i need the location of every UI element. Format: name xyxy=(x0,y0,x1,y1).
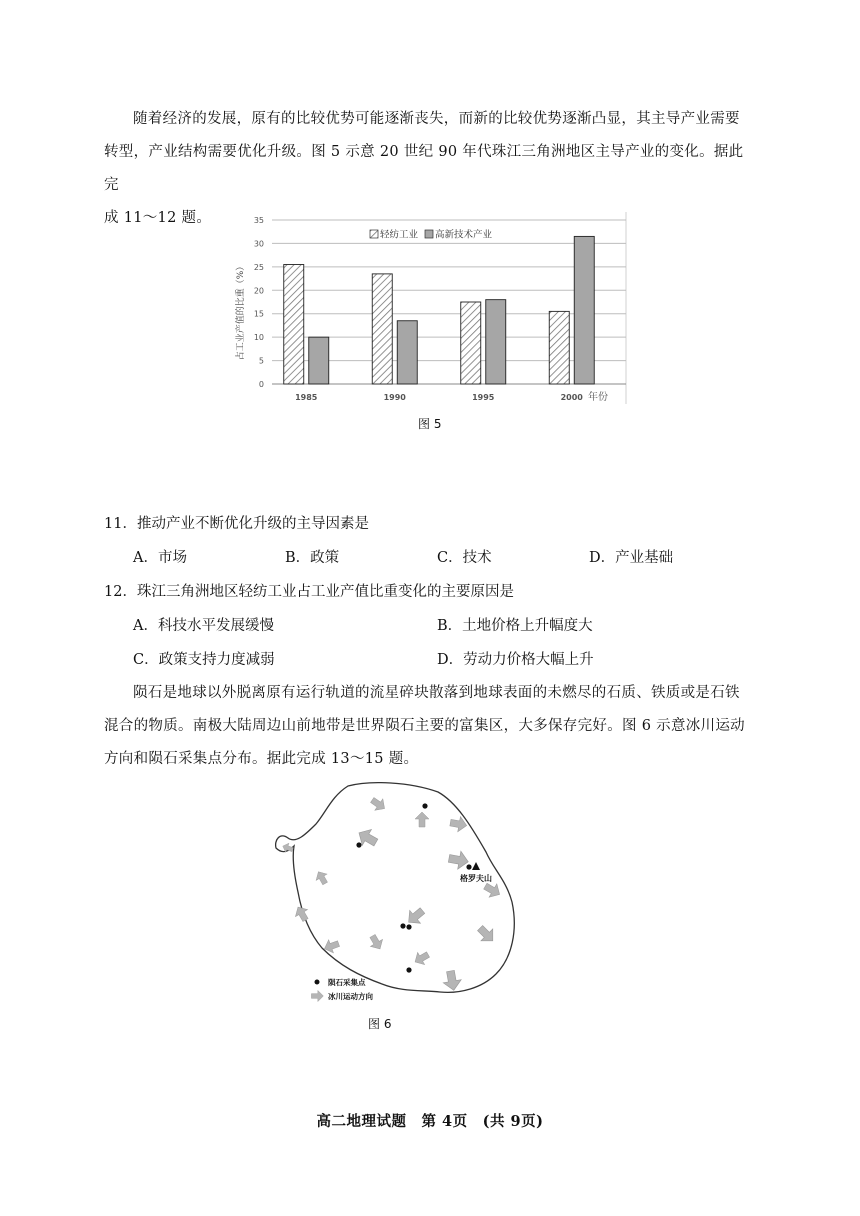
chart-y-axis-label: 占工业产值的比重（%） xyxy=(236,261,246,361)
chart-x-ticks xyxy=(295,393,583,402)
intro2-line2: 混合的物质。南极大陆周边山前地带是世界陨石主要的富集区，大多保存完好。图 6 示意冰川运动 xyxy=(104,718,745,734)
legend-swatch-light-textile xyxy=(370,230,378,238)
figure-5-bar-chart xyxy=(230,208,630,410)
legend-arrow-label: 冰川运动方向 xyxy=(328,992,373,1001)
chart-x-tick-label: 1990 xyxy=(383,393,406,402)
bar-high-tech xyxy=(309,337,329,384)
bar-light-textile xyxy=(372,274,392,384)
page-footer: 高二地理试题 第 4页 (共 9页) xyxy=(316,1113,544,1130)
intro2-line1: 陨石是地球以外脱离原有运行轨道的流星碎块散落到地球表面的未燃尽的石质、铁质或是石铁 xyxy=(133,685,740,701)
map-legend xyxy=(311,977,373,1002)
legend-point-label: 陨石采集点 xyxy=(328,978,366,987)
meteorite-site-point xyxy=(466,864,471,869)
legend-point-icon xyxy=(315,980,320,985)
intro-paragraph-2 xyxy=(104,677,754,776)
meteorite-site-point xyxy=(400,923,405,928)
legend-swatch-high-tech xyxy=(425,230,433,238)
q12-option-a: A．科技水平发展缓慢 xyxy=(133,618,274,634)
q11-option-b: B．政策 xyxy=(285,550,340,566)
meteorite-site-point xyxy=(422,803,427,808)
q12-option-c: C．政策支持力度减弱 xyxy=(133,652,275,668)
chart-y-tick-label: 5 xyxy=(258,356,264,366)
q12-option-b: B．土地价格上升幅度大 xyxy=(437,618,593,634)
chart-y-tick-label: 30 xyxy=(253,239,264,249)
chart-legend xyxy=(370,229,493,241)
q11-option-a: A．市场 xyxy=(133,550,187,566)
mountain-label: 格罗夫山 xyxy=(460,874,492,883)
chart-y-ticks xyxy=(254,216,264,389)
bar-light-textile xyxy=(461,302,481,384)
chart-x-tick-label: 1985 xyxy=(295,393,318,402)
bar-light-textile xyxy=(549,311,569,384)
figure-6-antarctica-map xyxy=(270,780,525,1005)
figure-5-caption: 图 5 xyxy=(418,417,442,431)
chart-x-tick-label: 2000 xyxy=(560,393,583,402)
chart-y-tick-label: 15 xyxy=(253,309,264,319)
chart-y-tick-label: 25 xyxy=(253,262,264,272)
legend-arrow-icon xyxy=(311,990,323,1001)
chart-bars xyxy=(284,236,595,384)
q11-option-d: D．产业基础 xyxy=(589,550,674,566)
q11-option-c: C．技术 xyxy=(437,550,492,566)
figure-6-caption: 图 6 xyxy=(368,1017,392,1031)
bar-high-tech xyxy=(486,300,506,384)
intro1-line1: 随着经济的发展，原有的比较优势可能逐渐丧失，而新的比较优势逐渐凸显，其主导产业需要 xyxy=(133,111,740,127)
meteorite-site-point xyxy=(356,842,361,847)
meteorite-site-point xyxy=(406,924,411,929)
antarctica-outline xyxy=(276,783,515,993)
chart-y-tick-label: 20 xyxy=(253,286,264,296)
bar-light-textile xyxy=(284,265,304,384)
bar-high-tech xyxy=(397,321,417,384)
chart-x-axis-label: 年份 xyxy=(588,392,608,403)
legend-label-light-textile: 轻纺工业 xyxy=(380,229,419,241)
chart-x-tick-label: 1995 xyxy=(472,393,495,402)
bar-high-tech xyxy=(574,236,594,384)
question-12-stem: 12．珠江三角洲地区轻纺工业占工业产值比重变化的主要原因是 xyxy=(104,584,514,600)
intro2-line3: 方向和陨石采集点分布。据此完成 13～15 题。 xyxy=(104,751,419,767)
q12-option-d: D．劳动力价格大幅上升 xyxy=(437,652,594,668)
legend-label-high-tech: 高新技术产业 xyxy=(435,229,493,241)
chart-y-tick-label: 10 xyxy=(253,333,264,343)
question-11-stem: 11．推动产业不断优化升级的主导因素是 xyxy=(104,516,369,532)
meteorite-site-point xyxy=(406,967,411,972)
intro1-line3: 成 11～12 题。 xyxy=(104,210,212,226)
chart-y-tick-label: 35 xyxy=(253,216,264,225)
chart-y-tick-label: 0 xyxy=(258,380,264,389)
intro1-line2: 转型，产业结构需要优化升级。图 5 示意 20 世纪 90 年代珠江三角洲地区主导产业的变化。据此完 xyxy=(104,144,744,193)
